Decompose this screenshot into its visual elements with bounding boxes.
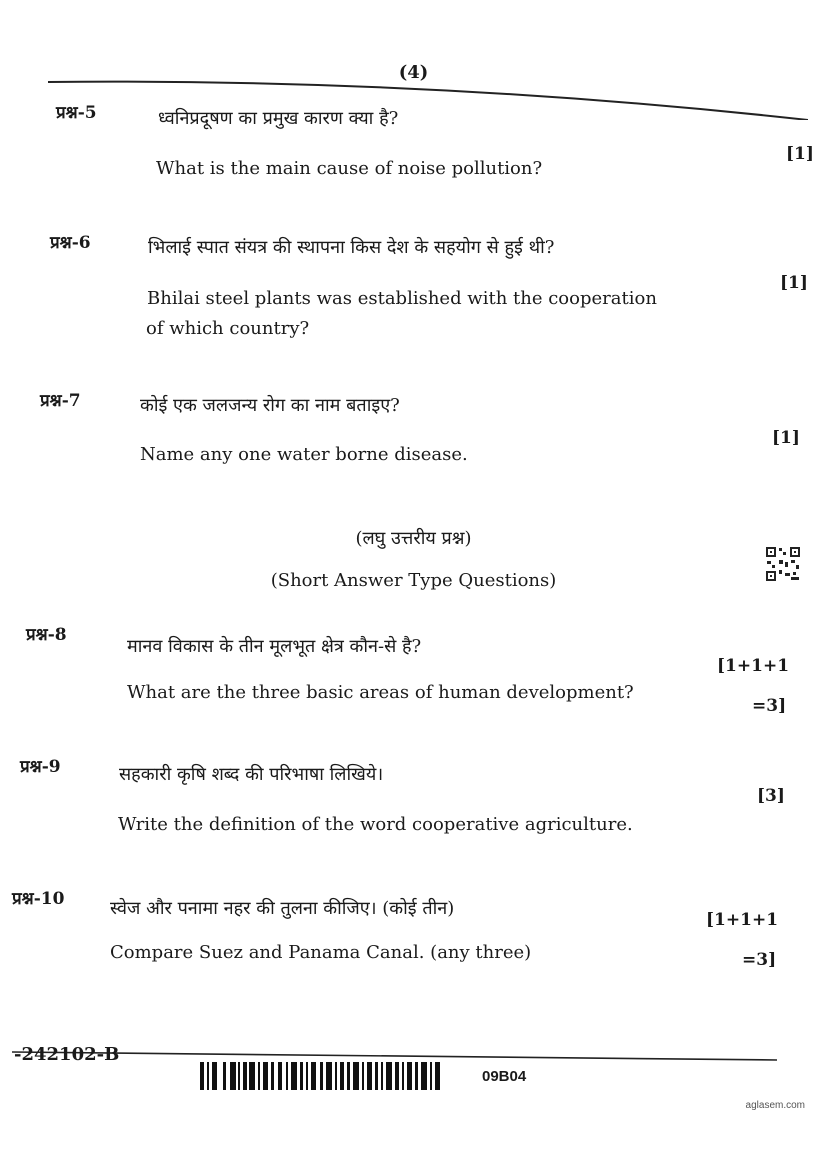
question-9-hindi: सहकारी कृषि शब्द की परिभाषा लिखिये। bbox=[119, 764, 384, 785]
question-8-english: What are the three basic areas of human development? bbox=[127, 682, 634, 703]
question-6-english-2: of which country? bbox=[146, 318, 310, 339]
section-title-hindi: (लघु उत्तरीय प्रश्न) bbox=[355, 528, 472, 549]
question-7-english: Name any one water borne disease. bbox=[140, 444, 468, 465]
question-5-english: What is the main cause of noise pollution? bbox=[156, 158, 543, 179]
paper-code: -242102-B bbox=[14, 1044, 120, 1065]
question-8-label: प्रश्न-8 bbox=[26, 625, 67, 645]
barcode bbox=[200, 1060, 445, 1092]
question-10-hindi: स्वेज और पनामा नहर की तुलना कीजिए। (कोई तीन) bbox=[110, 898, 455, 919]
question-7-hindi: कोई एक जलजन्य रोग का नाम बताइए? bbox=[140, 395, 400, 416]
question-8-marks-1: [1+1+1 bbox=[717, 656, 790, 676]
question-9-label: प्रश्न-9 bbox=[20, 757, 61, 777]
question-7-marks: [1] bbox=[772, 428, 800, 448]
question-7-label: प्रश्न-7 bbox=[40, 391, 81, 411]
question-5-marks: [1] bbox=[786, 144, 814, 164]
section-title-english: (Short Answer Type Questions) bbox=[270, 570, 557, 591]
question-6-label: प्रश्न-6 bbox=[50, 233, 91, 253]
question-6-english-1: Bhilai steel plants was established with the cooperation bbox=[147, 288, 657, 309]
question-6-marks: [1] bbox=[780, 273, 808, 293]
question-10-english: Compare Suez and Panama Canal. (any three) bbox=[110, 942, 532, 963]
question-9-marks: [3] bbox=[757, 786, 785, 806]
question-5-hindi: ध्वनिप्रदूषण का प्रमुख कारण क्या है? bbox=[158, 108, 399, 129]
page-number: (4) bbox=[398, 62, 429, 83]
question-8-hindi: मानव विकास के तीन मूलभूत क्षेत्र कौन-से है? bbox=[127, 636, 422, 657]
question-5-label: प्रश्न-5 bbox=[56, 103, 97, 123]
question-6-hindi: भिलाई स्पात संयत्र की स्थापना किस देश के सहयोग से हुई थी? bbox=[148, 237, 555, 258]
question-10-marks-1: [1+1+1 bbox=[706, 910, 779, 930]
qr-code-icon bbox=[765, 546, 801, 582]
question-10-label: प्रश्न-10 bbox=[12, 889, 65, 909]
question-9-english: Write the definition of the word cooperative agriculture. bbox=[118, 814, 633, 835]
watermark: aglasem.com bbox=[745, 1100, 805, 1111]
question-10-marks-2: =3] bbox=[742, 950, 777, 970]
barcode-code: 09B04 bbox=[482, 1068, 527, 1085]
question-8-marks-2: =3] bbox=[752, 696, 787, 716]
